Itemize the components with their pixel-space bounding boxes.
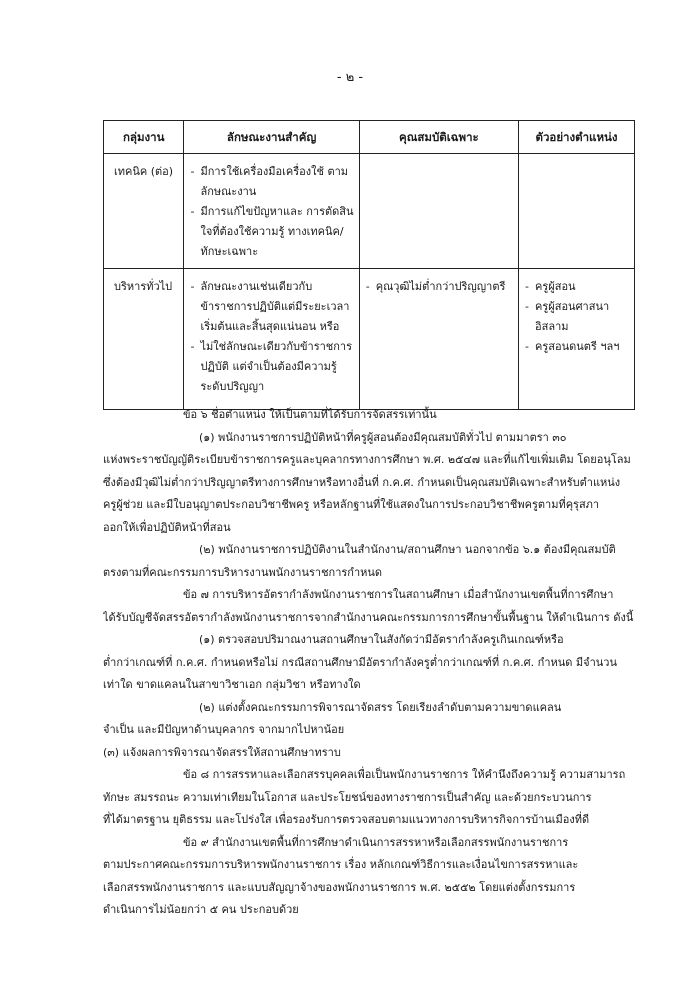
- table-header-row: [104, 121, 635, 154]
- qualification-cell: [359, 269, 518, 410]
- paragraph-line: ข้อ ๘ การสรรหาและเลือกสรรบุคคลเพื่อเป็นพนักงานราชการ ให้คำนึงถึงความรู้ ความสามารถ: [183, 768, 626, 781]
- paragraph-line: ครูผู้ช่วย และมีใบอนุญาตประกอบวิชาชีพครู หรือหลักฐานที่ใช้แสดงในการประกอบวิชาชีพครูตามที่คุรุสภา: [103, 498, 600, 511]
- paragraph-line: จำเป็น และมีปัญหาด้านบุคลากร จากมากไปหาน้อย: [103, 723, 345, 736]
- list-item: - ไม่ใช่ลักษณะเดียวกับข้าราชการ ปฏิบัติ แต่จำเป็นต้องมีความรู้ ระดับปริญญา: [190, 337, 354, 397]
- header-examples: ตัวอย่างตำแหน่ง: [519, 121, 635, 154]
- paragraph-line: ที่ได้มาตรฐาน ยุติธรรม และโปร่งใส เพื่อรองรับการตรวจสอบตามแนวทางการบริหารกิจการบ้านเมืองที่ดี: [103, 813, 590, 826]
- group-cell: บริหารทั่วไป: [104, 269, 184, 410]
- list-item: - มีการแก้ไขปัญหาและ การตัดสินใจที่ต้องใช้ความรู้ ทางเทคนิค/ทักษะเฉพาะ: [190, 202, 354, 262]
- paragraph-line: ได้รับบัญชีจัดสรรอัตรากำลังพนักงานราชการจากสำนักงานคณะกรรมการการศึกษาขั้นพื้นฐาน ให้ดำเนินการ ดังนี้: [103, 610, 634, 624]
- paragraph-line: เลือกสรรพนักงานราชการ และแบบสัญญาจ้างของพนักงานราชการ พ.ศ. ๒๕๕๒ โดยแต่งตั้งกรรมการ: [103, 880, 576, 894]
- paragraph-line: แห่งพระราชบัญญัติระเบียบข้าราชการครูและบุคลากรทางการศึกษา พ.ศ. ๒๕๔๗ และที่แก้ไขเพิ่มเติม โดยอนุโลม: [103, 453, 631, 466]
- list-item: - คุณวุฒิไม่ต่ำกว่าปริญญาตรี: [366, 277, 514, 297]
- paragraph-line: ออกให้เพื่อปฏิบัติหน้าที่สอน: [103, 520, 231, 534]
- paragraph-line: เท่าใด ขาดแคลนในสาขาวิชาเอก กลุ่มวิชา หรือทางใด: [103, 678, 361, 691]
- examples-list: [519, 269, 634, 363]
- header-nature: ลักษณะงานสำคัญ: [184, 121, 359, 154]
- body-text: [103, 404, 635, 922]
- nature-list: [184, 154, 358, 268]
- page-number: - ๒ -: [336, 70, 364, 85]
- paragraph-line: ซึ่งต้องมีวุฒิไม่ต่ำกว่าปริญญาตรีทางการศึกษาหรือทางอื่นที่ ก.ค.ศ. กำหนดเป็นคุณสมบัติเฉพาะสำหรับตำแหน่ง: [103, 475, 621, 489]
- paragraph-line: ข้อ ๙ สำนักงานเขตพื้นที่การศึกษาดำเนินการสรรหาหรือเลือกสรรพนักงานราชการ: [183, 835, 569, 849]
- table-row: [104, 269, 635, 410]
- examples-cell: [519, 154, 635, 269]
- paragraph-line: (๑) ตรวจสอบปริมาณงานสถานศึกษาในสังกัดว่ามีอัตรากำลังครูเกินเกณฑ์หรือ: [199, 633, 564, 646]
- list-item: - มีการใช้เครื่องมือเครื่องใช้ ตามลักษณะงาน: [190, 162, 354, 202]
- table-row: [104, 154, 635, 269]
- nature-list: [184, 269, 358, 403]
- paragraph-line: (๒) แต่งตั้งคณะกรรมการพิจารณาจัดสรร โดยเรียงลำดับตามความขาดแคลน: [199, 700, 562, 714]
- paragraph-line: (๒) พนักงานราชการปฏิบัติงานในสำนักงาน/สถานศึกษา นอกจากข้อ ๖.๑ ต้องมีคุณสมบัติ: [199, 543, 616, 556]
- group-cell: เทคนิค (ต่อ): [104, 154, 184, 269]
- list-item: - ลักษณะงานเช่นเดียวกับ ข้าราชการปฏิบัติแต่มีระยะเวลา เริ่มต้นและสิ้นสุดแน่นอน หรือ: [190, 277, 354, 337]
- paragraph-line: ทักษะ สมรรถนะ ความเท่าเทียมในโอกาส และประโยชน์ของทางราชการเป็นสำคัญ และด้วยกระบวนการ: [103, 790, 592, 804]
- paragraph-line: ตามประกาศคณะกรรมการบริหารพนักงานราชการ เรื่อง หลักเกณฑ์วิธีการและเงื่อนไขการสรรหาและ: [103, 858, 579, 871]
- paragraph-line: ต่ำกว่าเกณฑ์ที่ ก.ค.ศ. กำหนดหรือไม่ กรณีสถานศึกษามีอัตรากำลังครูต่ำกว่าเกณฑ์ที่ ก.ค.ศ. กำหนด มีจำนวน: [103, 655, 617, 669]
- paragraph-line: ตรงตามที่คณะกรรมการบริหารงานพนักงานราชการกำหนด: [103, 565, 383, 579]
- position-table: [103, 120, 635, 410]
- nature-cell: [184, 154, 359, 269]
- qualification-list: [360, 269, 518, 303]
- examples-cell: [519, 269, 635, 410]
- nature-cell: [184, 269, 359, 410]
- list-item: - ครูผู้สอนศาสนาอิสลาม: [525, 297, 630, 337]
- paragraph-line: (๑) พนักงานราชการปฏิบัติหน้าที่ครูผู้สอนต้องมีคุณสมบัติทั่วไป ตามมาตรา ๓๐: [199, 430, 567, 444]
- list-item: - ครูสอนดนตรี ฯลฯ: [525, 337, 630, 357]
- header-qualification: คุณสมบัติเฉพาะ: [359, 121, 518, 154]
- paragraph-line: ดำเนินการไม่น้อยกว่า ๕ คน ประกอบด้วย: [103, 903, 299, 916]
- paragraph-line: ข้อ ๗ การบริหารอัตรากำลังพนักงานราชการในสถานศึกษา เมื่อสำนักงานเขตพื้นที่การศึกษา: [183, 588, 614, 601]
- list-item: - ครูผู้สอน: [525, 277, 630, 297]
- paragraph-line: ข้อ ๖ ชื่อตำแหน่ง ให้เป็นตามที่ได้รับการจัดสรรเท่านั้น: [183, 408, 437, 421]
- paragraph-line: (๓) แจ้งผลการพิจารณาจัดสรรให้สถานศึกษาทราบ: [103, 745, 341, 759]
- header-group: กลุ่มงาน: [104, 121, 184, 154]
- qualification-cell: [359, 154, 518, 269]
